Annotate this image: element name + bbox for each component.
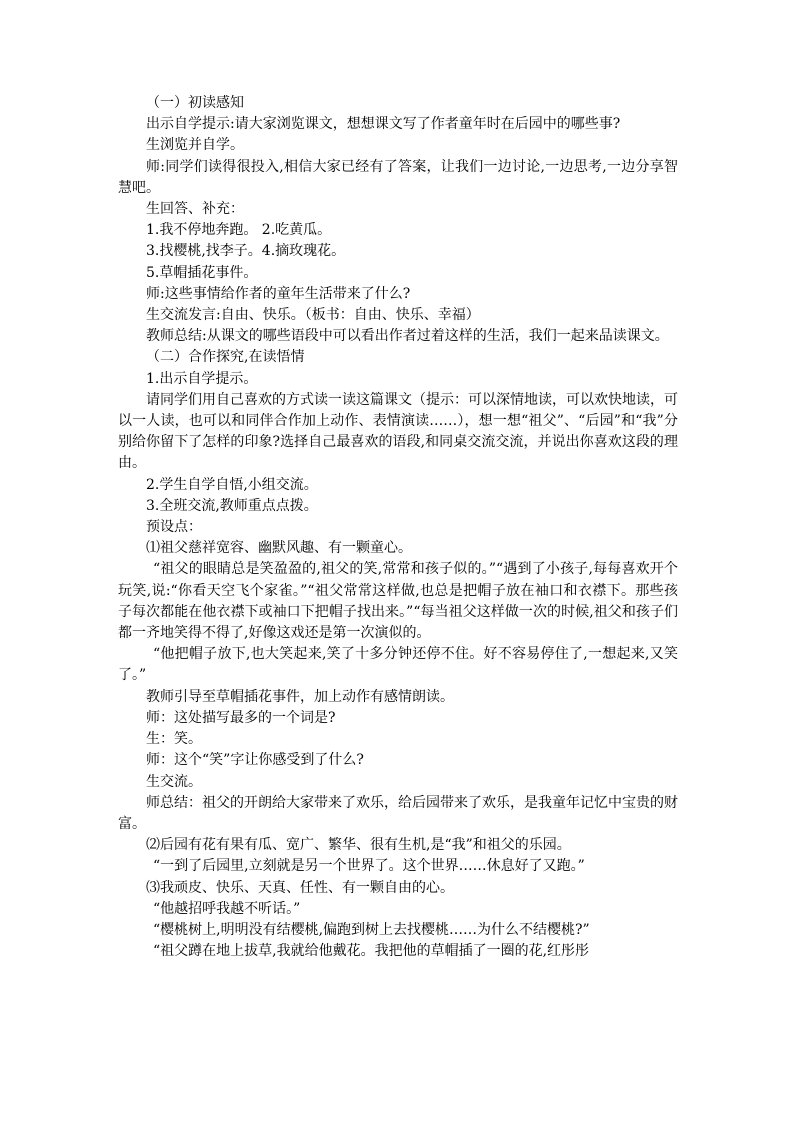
paragraph: 教师总结:从课文的哪些语段中可以看出作者过着这样的生活，我们一起来品读课文。 bbox=[146, 328, 669, 345]
paragraph: 生浏览并自学。 bbox=[146, 137, 244, 154]
quote-paragraph: “他把帽子放下,也大笑起来,笑了十多分钟还停不住。好不容易停住了,一想起来,又笑了。” bbox=[118, 646, 678, 684]
paragraph: 师：这处描写最多的一个词是? bbox=[146, 709, 336, 726]
paragraph: ⑴祖父慈祥宽容、幽默风趣、有一颗童心。 bbox=[146, 540, 412, 557]
quote-paragraph: “樱桃树上,明明没有结樱桃,偏跑到树上去找樱桃……为什么不结樱桃?” bbox=[153, 921, 590, 938]
paragraph: 师总结：祖父的开朗给大家带来了欢乐，给后园带来了欢乐，是我童年记忆中宝贵的财富。 bbox=[118, 794, 678, 832]
paragraph: 预设点： bbox=[146, 519, 202, 536]
quote-paragraph: “一到了后园里,立刻就是另一个世界了。这个世界……休息好了又跑。” bbox=[153, 858, 585, 875]
paragraph: 教师引导至草帽插花事件，加上动作有感情朗读。 bbox=[146, 688, 454, 705]
list-item: 1.我不停地奔跑。 2.吃黄瓜。 bbox=[146, 222, 332, 239]
paragraph: 1.出示自学提示。 bbox=[146, 370, 258, 387]
paragraph: 生：笑。 bbox=[146, 731, 202, 748]
paragraph: 生交流发言:自由、快乐。（板书：自由、快乐、幸福） bbox=[146, 307, 480, 324]
paragraph: 请同学们用自己喜欢的方式读一读这篇课文（提示：可以深情地读，可以欢快地读，可以一人读，也可以和同伴合作加上动作、表情演读……），想一想“祖父”、“后园”和“我”分别给你留下了怎样的印象?选择自己最喜欢的语段,和同桌交流交流，并说出你喜欢这段的理由。 bbox=[118, 391, 678, 472]
paragraph: 师：这个“笑”字让你感受到了什么? bbox=[146, 752, 364, 769]
quote-paragraph: “祖父蹲在地上拔草,我就给他戴花。我把他的草帽插了一圈的花,红彤彤 bbox=[153, 943, 590, 960]
paragraph: 出示自学提示:请大家浏览课文，想想课文写了作者童年时在后园中的哪些事? bbox=[146, 116, 621, 133]
quote-paragraph: “他越招呼我越不听话。” bbox=[153, 900, 301, 917]
paragraph: 生交流。 bbox=[146, 773, 202, 790]
paragraph: 3.全班交流,教师重点点拨。 bbox=[146, 497, 318, 514]
paragraph: 生回答、补充： bbox=[146, 201, 244, 218]
section-heading: （一）初读感知 bbox=[146, 95, 244, 111]
paragraph: ⑶我顽皮、快乐、天真、任性、有一颗自由的心。 bbox=[146, 879, 454, 896]
list-item: 3.找樱桃,找李子。4.摘玫瑰花。 bbox=[146, 243, 346, 260]
paragraph: 2.学生自学自悟,小组交流。 bbox=[146, 476, 318, 493]
paragraph: 师:同学们读得很投入,相信大家已经有了答案，让我们一边讨论,一边思考,一边分享智慧吧。 bbox=[118, 158, 678, 196]
paragraph: 师:这些事情给作者的童年生活带来了什么? bbox=[146, 285, 411, 302]
list-item: 5.草帽插花事件。 bbox=[146, 264, 258, 281]
section-heading: （二）合作探究,在读悟情 bbox=[146, 349, 305, 366]
quote-paragraph: “祖父的眼睛总是笑盈盈的,祖父的笑,常常和孩子似的。”“遇到了小孩子,每每喜欢开个玩笑,说:“你看天空飞个家雀。”“祖父常常这样做,也总是把帽子放在袖口和衣襟下。那些孩子每次都能在他衣襟下或袖口下把帽子找出来。”“每当祖父这样做一次的时候,祖父和孩子们都一齐地笑得不得了,好像这戏还是第一次演似的。 bbox=[118, 561, 678, 642]
paragraph: ⑵后园有花有果有瓜、宽广、繁华、很有生机,是“我”和祖父的乐园。 bbox=[146, 837, 571, 854]
document-body bbox=[118, 93, 678, 962]
